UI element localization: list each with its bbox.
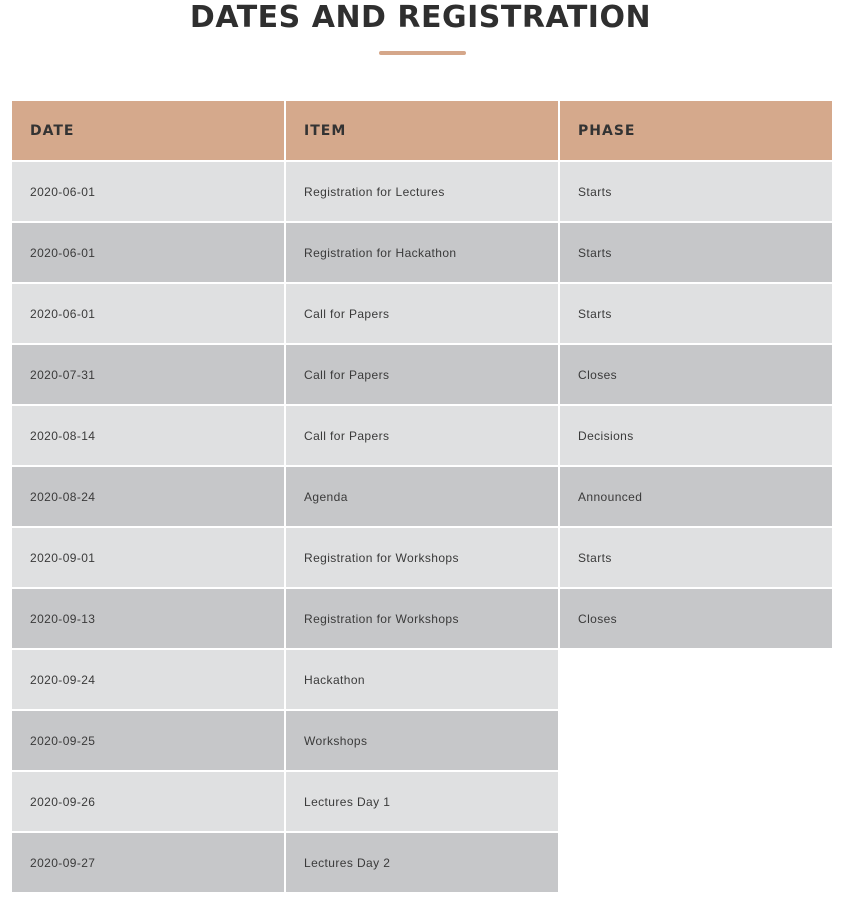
- cell-item: Workshops: [286, 711, 558, 770]
- cell-item: Registration for Lectures: [286, 162, 558, 221]
- cell-phase: Starts: [560, 284, 832, 343]
- page-title: DATES AND REGISTRATION: [189, 0, 652, 35]
- cell-date: 2020-09-26: [12, 772, 284, 831]
- cell-phase: [560, 772, 832, 831]
- cell-phase: Announced: [560, 467, 832, 526]
- table-body: [12, 162, 832, 892]
- cell-phase: [560, 711, 832, 770]
- cell-date: 2020-08-14: [12, 406, 284, 465]
- cell-phase: [560, 650, 832, 709]
- cell-date: 2020-09-01: [12, 528, 284, 587]
- table-row: [12, 772, 832, 831]
- cell-item: Hackathon: [286, 650, 558, 709]
- cell-item: Call for Papers: [286, 284, 558, 343]
- header-date: DATE: [12, 101, 284, 160]
- cell-date: 2020-06-01: [12, 162, 284, 221]
- cell-item: Registration for Workshops: [286, 589, 558, 648]
- cell-date: 2020-09-13: [12, 589, 284, 648]
- table-row: [12, 528, 832, 587]
- cell-phase: Closes: [560, 589, 832, 648]
- cell-item: Registration for Hackathon: [286, 223, 558, 282]
- table-row: [12, 223, 832, 282]
- table-row: [12, 711, 832, 770]
- cell-item: Lectures Day 1: [286, 772, 558, 831]
- cell-date: 2020-08-24: [12, 467, 284, 526]
- cell-date: 2020-09-24: [12, 650, 284, 709]
- dates-table: [12, 101, 832, 894]
- cell-phase: Starts: [560, 162, 832, 221]
- table-row: [12, 284, 832, 343]
- cell-date: 2020-07-31: [12, 345, 284, 404]
- cell-item: Call for Papers: [286, 406, 558, 465]
- title-underline: [379, 51, 466, 55]
- table-row: [12, 833, 832, 892]
- table-row: [12, 406, 832, 465]
- table-row: [12, 162, 832, 221]
- cell-date: 2020-06-01: [12, 223, 284, 282]
- table-row: [12, 467, 832, 526]
- table-header-row: [12, 101, 832, 160]
- header-item: ITEM: [286, 101, 558, 160]
- cell-item: Call for Papers: [286, 345, 558, 404]
- cell-date: 2020-09-25: [12, 711, 284, 770]
- cell-phase: Starts: [560, 528, 832, 587]
- cell-date: 2020-09-27: [12, 833, 284, 892]
- cell-item: Registration for Workshops: [286, 528, 558, 587]
- cell-date: 2020-06-01: [12, 284, 284, 343]
- cell-phase: Starts: [560, 223, 832, 282]
- cell-item: Lectures Day 2: [286, 833, 558, 892]
- cell-item: Agenda: [286, 467, 558, 526]
- table-row: [12, 589, 832, 648]
- table-row: [12, 345, 832, 404]
- header-phase: PHASE: [560, 101, 832, 160]
- cell-phase: [560, 833, 832, 892]
- cell-phase: Closes: [560, 345, 832, 404]
- cell-phase: Decisions: [560, 406, 832, 465]
- table-row: [12, 650, 832, 709]
